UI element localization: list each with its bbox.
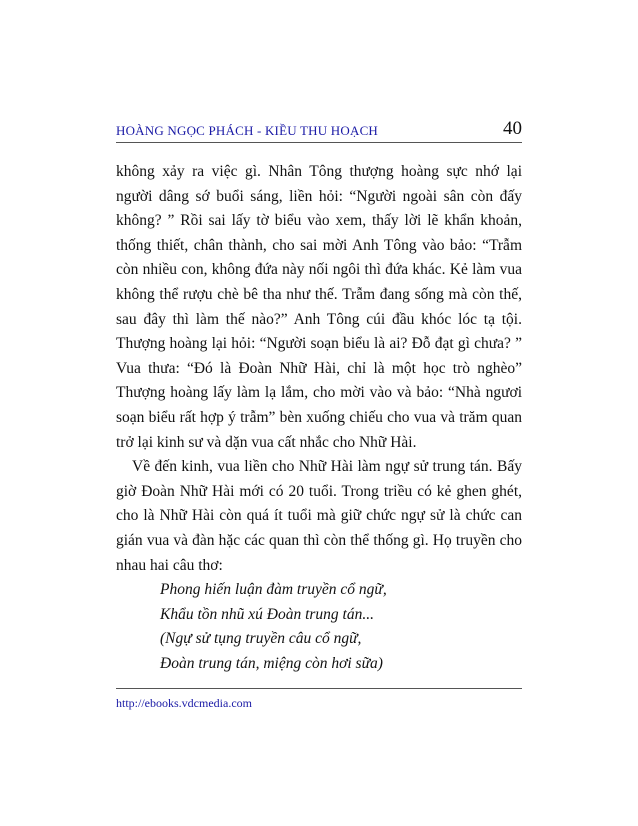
running-title: HOÀNG NGỌC PHÁCH - KIỀU THU HOẠCH (116, 123, 379, 138)
poem-block (116, 578, 522, 676)
footer-link[interactable]: http://ebooks.vdcmedia.com (116, 696, 252, 710)
poem-line: (Ngự sử tụng truyền câu cổ ngữ, (160, 630, 362, 648)
page-header (116, 120, 522, 143)
poem-line: Khẩu tồn nhũ xú Đoàn trung tán... (160, 605, 374, 623)
paragraph: không xảy ra việc gì. Nhân Tông thượng hoàng sực nhớ lại người dâng sớ buổi sáng, liền hỏi: “Người ngoài sân còn đấy không? ” Rồi sai lấy tờ biểu vào xem, thấy lời lẽ khẩn khoản, thống thiết, chân thành, cho sai mời Anh Tông vào bảo: “Trẫm còn nhiều con, không đứa này nối ngôi thì đứa khác. Kẻ làm vua không thể rượu chè bê tha như thế. Trẫm đang sống mà còn thế, sau đây thì làm thế nào?” Anh Tông cúi đầu khóc lóc tạ tội. Thượng hoàng lại hỏi: “Người soạn biểu là ai? Đỗ đạt gì chưa? ” Vua thưa: “Đó là Đoàn Nhữ Hài, chỉ là một học trò nghèo” Thượng hoàng lấy làm lạ lắm, cho mời vào và bảo: “Nhà ngươi soạn biểu rất hợp ý trẫm” bèn xuống chiếu cho vua và trăm quan trở lại kinh sư và dặn vua cất nhắc cho Nhữ Hài. (116, 163, 522, 451)
poem-line: Phong hiến luận đàm truyền cổ ngữ, (160, 581, 387, 599)
poem-line: Đoàn trung tán, miệng còn hơi sữa) (160, 654, 383, 672)
main-text (116, 160, 522, 676)
paragraph: Về đến kinh, vua liền cho Nhữ Hài làm ngự sử trung tán. Bấy giờ Đoàn Nhữ Hài mới có 20 tuổi. Trong triều có kẻ ghen ghét, cho là Nhữ Hài còn quá ít tuổi mà giữ chức ngự sử là chức can gián vua và đàn hặc các quan thì còn thể thống gì. Họ truyền cho nhau hai câu thơ: (116, 458, 522, 574)
page-number: 40 (503, 118, 522, 139)
page-footer (116, 688, 522, 711)
